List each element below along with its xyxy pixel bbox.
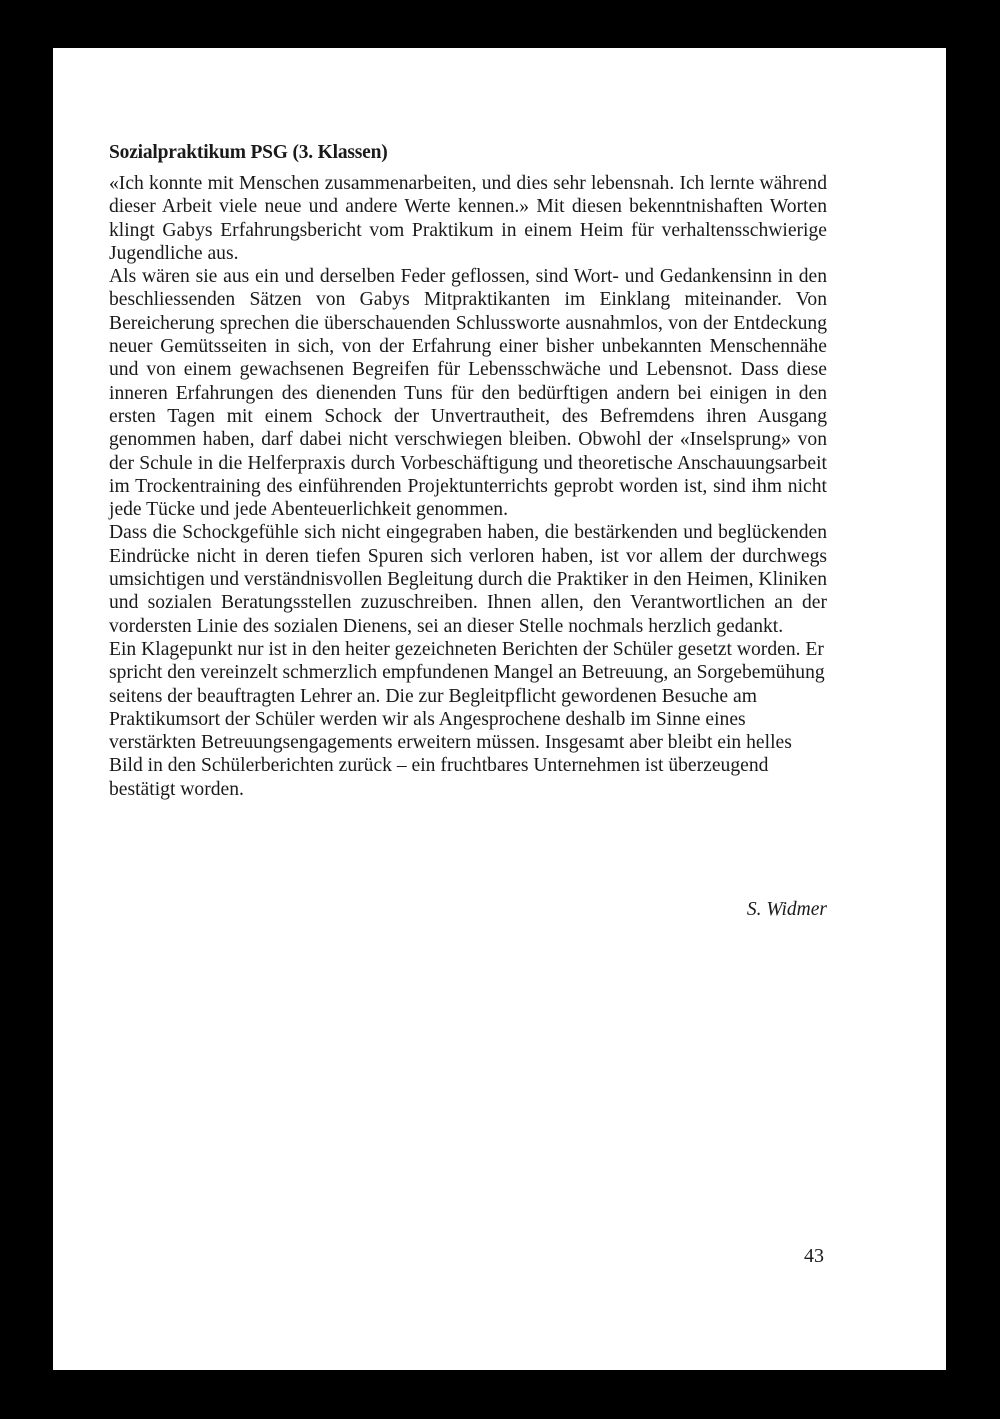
paragraph-1: «Ich konnte mit Menschen zusammenarbeiten, und dies sehr lebensnah. Ich lernte während dieser Arbeit viele neue und andere Werte kennen.» Mit diesen bekenntnishaften Worten klingt Gabys Erfahrungsbericht vom Praktikum in einem Heim für verhaltensschwierige Jugendliche aus. (109, 173, 827, 264)
article-title: Sozialpraktikum PSG (3. Klassen) (109, 142, 388, 163)
page-number: 43 (804, 1245, 824, 1267)
document-page (53, 48, 946, 1370)
paragraph-3: Dass die Schockgefühle sich nicht eingegraben haben, die bestärkenden und beglückenden Eindrücke nicht in deren tiefen Spuren sich verloren haben, ist vor allem der durchwegs umsichtigen und verständnisvollen Begleitung durch die Praktiker in den Heimen, Kliniken und sozialen Beratungsstellen zuzuschreiben. Ihnen allen, den Verantwortlichen an der vordersten Linie des sozialen Dienens, sei an dieser Stelle nochmals herzlich gedankt. (109, 522, 827, 637)
author-signature: S. Widmer (746, 899, 827, 920)
paragraph-4: Ein Klagepunkt nur ist in den heiter gezeichneten Berichten der Schüler gesetzt worden. Er spricht den vereinzelt schmerzlich empfundenen Mangel an Betreuung, an Sorgebemühung seitens der beauftragten Lehrer an. Die zur Begleitpflicht gewordenen Besuche am Praktikumsort der Schüler werden wir als Angesprochene deshalb im Sinne eines verstärkten Betreuungsengagements erweitern müssen. Insgesamt aber bleibt ein helles Bild in den Schülerberichten zurück – ein fruchtbares Unternehmen ist überzeugend bestätigt worden. (109, 638, 825, 800)
paragraph-2: Als wären sie aus ein und derselben Feder geflossen, sind Wort- und Gedankensinn in den beschliessenden Sätzen von Gabys Mitpraktikanten im Einklang miteinander. Von Bereicherung sprechen die überschauenden Schlussworte ausnahmlos, von der Entdeckung neuer Gemütsseiten in sich, von der Erfahrung einer bisher unbekannten Menschennähe und von einem gewachsenen Begreifen für Lebensschwäche und Lebensnot. Dass diese inneren Erfahrungen des dienenden Tuns für den bedürftigen andern bei einigen in den ersten Tagen mit einem Schock der Unvertrautheit, des Befremdens ihren Ausgang genommen haben, darf dabei nicht verschwiegen bleiben. Obwohl der «Inselsprung» von der Schule in die Helferpraxis durch Vorbeschäftigung und theoretische Anschauungsarbeit im Trockentraining des einführenden Projektunterrichts geprobt worden ist, sind ihm nicht jede Tücke und jede Abenteuerlichkeit genommen. (109, 266, 827, 521)
article-body (109, 140, 827, 920)
